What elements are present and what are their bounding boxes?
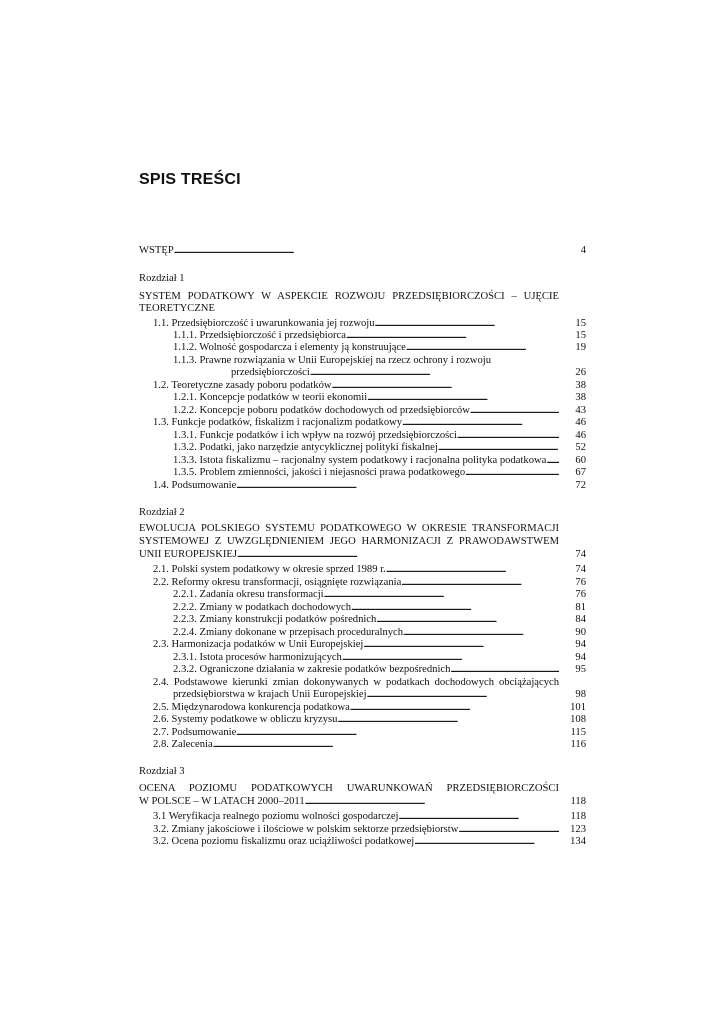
toc-entry[interactable] [153, 739, 559, 751]
toc-page-number: 90 [575, 627, 586, 638]
toc-entry[interactable] [153, 577, 559, 589]
toc-entry-label: 3.1 Weryfikacja realnego poziomu wolności gospodarczej [153, 811, 399, 822]
toc-entry[interactable] [139, 796, 559, 808]
toc-page-number: 108 [570, 714, 586, 725]
toc-entry[interactable] [173, 627, 559, 639]
chapter-title-line: SYSTEM PODATKOWY W ASPEKCIE ROZWOJU PRZEDSIĘBIORCZOŚCI – UJĘCIE [139, 291, 559, 302]
toc-entry-label: 3.2. Ocena poziomu fiskalizmu oraz uciążliwości podatkowej [153, 836, 415, 847]
toc-entry[interactable] [173, 689, 559, 701]
toc-page-number: 43 [575, 405, 586, 416]
toc-page-number: 46 [575, 430, 586, 441]
toc-entry[interactable] [173, 455, 559, 467]
leader-dots [386, 564, 559, 576]
toc-entry-label: 1.3.3. Istota fiskalizmu – racjonalny system podatkowy i racjonalna polityka podatkowa [173, 455, 547, 466]
toc-entry[interactable] [153, 380, 559, 392]
toc-entry[interactable] [153, 639, 559, 651]
chapter-title-line: W POLSCE – W LATACH 2000–2011 [139, 796, 305, 807]
toc-entry[interactable] [173, 467, 559, 479]
toc-page-number: 95 [575, 664, 586, 675]
leader-dots [174, 245, 559, 257]
toc-entry-label: 3.2. Zmiany jakościowe i ilościowe w polskim sektorze przedsiębiorstw [153, 824, 459, 835]
toc-page-number: 52 [575, 442, 586, 453]
toc-page-number: 38 [575, 392, 586, 403]
toc-page-number: 74 [575, 564, 586, 575]
toc-entry-label: 2.2.2. Zmiany w podatkach dochodowych [173, 602, 351, 613]
toc-page-number: 101 [570, 702, 586, 713]
leader-dots [213, 739, 559, 751]
toc-entry[interactable] [153, 836, 559, 848]
leader-dots [546, 455, 559, 467]
toc-page-number: 98 [575, 689, 586, 700]
toc-entry[interactable] [173, 589, 559, 601]
leader-dots [375, 318, 559, 330]
toc-entry-label: 1.3.2. Podatki, jako narzędzie antycyklicznej polityki fiskalnej [173, 442, 438, 453]
toc-entry-label: 1.1.2. Wolność gospodarcza i elementy ją konstruujące [173, 342, 406, 353]
toc-entry-label: 2.2.4. Zmiany dokonane w przepisach proceduralnych [173, 627, 404, 638]
toc-entry[interactable] [173, 602, 559, 614]
leader-dots [457, 430, 559, 442]
toc-entry-label: 2.2. Reformy okresu transformacji, osiągnięte rozwiązania [153, 577, 402, 588]
toc-entry[interactable] [139, 549, 559, 561]
toc-entry-label: WSTĘP [139, 245, 174, 256]
toc-entry-label: 2.3. Harmonizacja podatków w Unii Europejskiej [153, 639, 364, 650]
toc-entry-label: przedsiębiorstwa w krajach Unii Europejskiej [173, 689, 367, 700]
toc-entry[interactable] [173, 430, 559, 442]
leader-dots [332, 380, 559, 392]
leader-dots [236, 480, 559, 492]
toc-entry-label[interactable]: 1.1.3. Prawne rozwiązania w Unii Europejskiej na rzecz ochrony i rozwoju [173, 355, 491, 366]
toc-entry[interactable] [153, 702, 559, 714]
toc-entry[interactable] [173, 405, 559, 417]
toc-page-number: 118 [570, 811, 586, 822]
toc-entry-label: przedsiębiorczości [231, 367, 310, 378]
leader-dots [458, 824, 559, 836]
toc-page-number: 72 [575, 480, 586, 491]
toc-entry[interactable] [173, 330, 559, 342]
chapter-title-line: EWOLUCJA POLSKIEGO SYSTEMU PODATKOWEGO W OKRESIE TRANSFORMACJI [139, 523, 559, 534]
toc-entry[interactable] [153, 811, 559, 823]
toc-entry[interactable] [173, 652, 559, 664]
leader-dots [350, 702, 559, 714]
chapter-heading: Rozdział 1 [139, 273, 185, 284]
toc-page-number: 94 [575, 652, 586, 663]
toc-entry-label: 2.1. Polski system podatkowy w okresie sprzed 1989 r. [153, 564, 386, 575]
leader-dots [403, 627, 559, 639]
leader-dots [438, 442, 559, 454]
toc-page-number: 74 [575, 549, 586, 560]
toc-entry-label: 1.3.1. Funkcje podatków i ich wpływ na rozwój przedsiębiorczości [173, 430, 457, 441]
toc-entry-label: 1.1. Przedsiębiorczość i uwarunkowania jej rozwoju [153, 318, 375, 329]
leader-dots [337, 714, 559, 726]
toc-entry[interactable] [173, 614, 559, 626]
toc-entry[interactable] [153, 480, 559, 492]
leader-dots [401, 577, 559, 589]
leader-dots [402, 417, 559, 429]
toc-page-number: 26 [575, 367, 586, 378]
toc-entry-label[interactable]: 2.4. Podstawowe kierunki zmian dokonywanych w podatkach dochodowych obciążających [153, 677, 559, 688]
leader-dots [346, 330, 559, 342]
chapter-title-line: OCENA POZIOMU PODATKOWYCH UWARUNKOWAŃ PRZEDSIĘBIORCZOŚCI [139, 783, 559, 794]
toc-entry[interactable] [153, 318, 559, 330]
toc-page-number: 15 [575, 330, 586, 341]
leader-dots [450, 664, 559, 676]
toc-page-number: 19 [575, 342, 586, 353]
toc-entry[interactable] [173, 392, 559, 404]
page-title: SPIS TREŚCI [139, 171, 241, 188]
leader-dots [363, 639, 559, 651]
toc-entry-label: 2.2.3. Zmiany konstrukcji podatków pośrednich [173, 614, 377, 625]
toc-page-number: 4 [580, 245, 586, 256]
leader-dots [406, 342, 559, 354]
toc-page-number: 76 [575, 589, 586, 600]
toc-page-number: 76 [575, 577, 586, 588]
toc-entry[interactable] [153, 417, 559, 429]
leader-dots [236, 727, 559, 739]
toc-entry-label: 2.3.1. Istota procesów harmonizujących [173, 652, 342, 663]
leader-dots [376, 614, 559, 626]
leader-dots [414, 836, 559, 848]
toc-entry[interactable] [173, 664, 559, 676]
leader-dots [342, 652, 559, 664]
toc-entry-intro[interactable] [139, 245, 559, 257]
toc-page-number: 116 [570, 739, 586, 750]
toc-page-number: 134 [570, 836, 586, 847]
toc-page-number: 38 [575, 380, 586, 391]
toc-page-number: 84 [575, 614, 586, 625]
toc-entry-label: 2.2.1. Zadania okresu transformacji [173, 589, 324, 600]
toc-entry-label: 2.5. Międzynarodowa konkurencja podatkowa [153, 702, 350, 713]
toc-entry-label: 1.2. Teoretyczne zasady poboru podatków [153, 380, 332, 391]
leader-dots [310, 367, 559, 379]
chapter-title-line: TEORETYCZNE [139, 303, 215, 314]
leader-dots [367, 689, 559, 701]
toc-page-number: 67 [575, 467, 586, 478]
leader-dots [367, 392, 559, 404]
toc-entry-label: 2.3.2. Ograniczone działania w zakresie podatków bezpośrednich [173, 664, 451, 675]
leader-dots [305, 796, 559, 808]
toc-page-number: 118 [570, 796, 586, 807]
leader-dots [237, 549, 559, 561]
toc-entry-label: 1.1.1. Przedsiębiorczość i przedsiębiorca [173, 330, 346, 341]
toc-page-number: 123 [570, 824, 586, 835]
toc-page-number: 60 [575, 455, 586, 466]
leader-dots [324, 589, 559, 601]
chapter-heading: Rozdział 3 [139, 766, 185, 777]
toc-entry[interactable] [173, 342, 559, 354]
leader-dots [465, 467, 559, 479]
chapter-heading: Rozdział 2 [139, 507, 185, 518]
toc-entry[interactable] [153, 727, 559, 739]
toc-entry[interactable] [153, 824, 559, 836]
toc-entry-label: 2.8. Zalecenia [153, 739, 213, 750]
toc-entry[interactable] [153, 714, 559, 726]
toc-entry-label: 2.6. Systemy podatkowe w obliczu kryzysu [153, 714, 338, 725]
toc-entry-label: 1.4. Podsumowanie [153, 480, 237, 491]
leader-dots [470, 405, 559, 417]
chapter-title-line: UNII EUROPEJSKIEJ [139, 549, 237, 560]
toc-page-number: 115 [570, 727, 586, 738]
toc-entry-label: 1.2.2. Koncepcje poboru podatków dochodowych od przedsiębiorców [173, 405, 470, 416]
toc-entry-label: 1.2.1. Koncepcje podatków w teorii ekonomii [173, 392, 368, 403]
toc-entry-label: 1.3.5. Problem zmienności, jakości i niejasności prawa podatkowego [173, 467, 466, 478]
toc-entry[interactable] [231, 367, 559, 379]
toc-entry-label: 2.7. Podsumowanie [153, 727, 237, 738]
toc-page-number: 15 [575, 318, 586, 329]
toc-page-number: 94 [575, 639, 586, 650]
toc-entry-label: 1.3. Funkcje podatków, fiskalizm i racjonalizm podatkowy [153, 417, 403, 428]
toc-page-number: 81 [575, 602, 586, 613]
leader-dots [351, 602, 559, 614]
leader-dots [398, 811, 559, 823]
toc-entry[interactable] [153, 564, 559, 576]
toc-page-number: 46 [575, 417, 586, 428]
toc-entry[interactable] [173, 442, 559, 454]
chapter-title-line: SYSTEMOWEJ Z UWZGLĘDNIENIEM JEGO HARMONIZACJI Z PRAWODAWSTWEM [139, 536, 559, 547]
